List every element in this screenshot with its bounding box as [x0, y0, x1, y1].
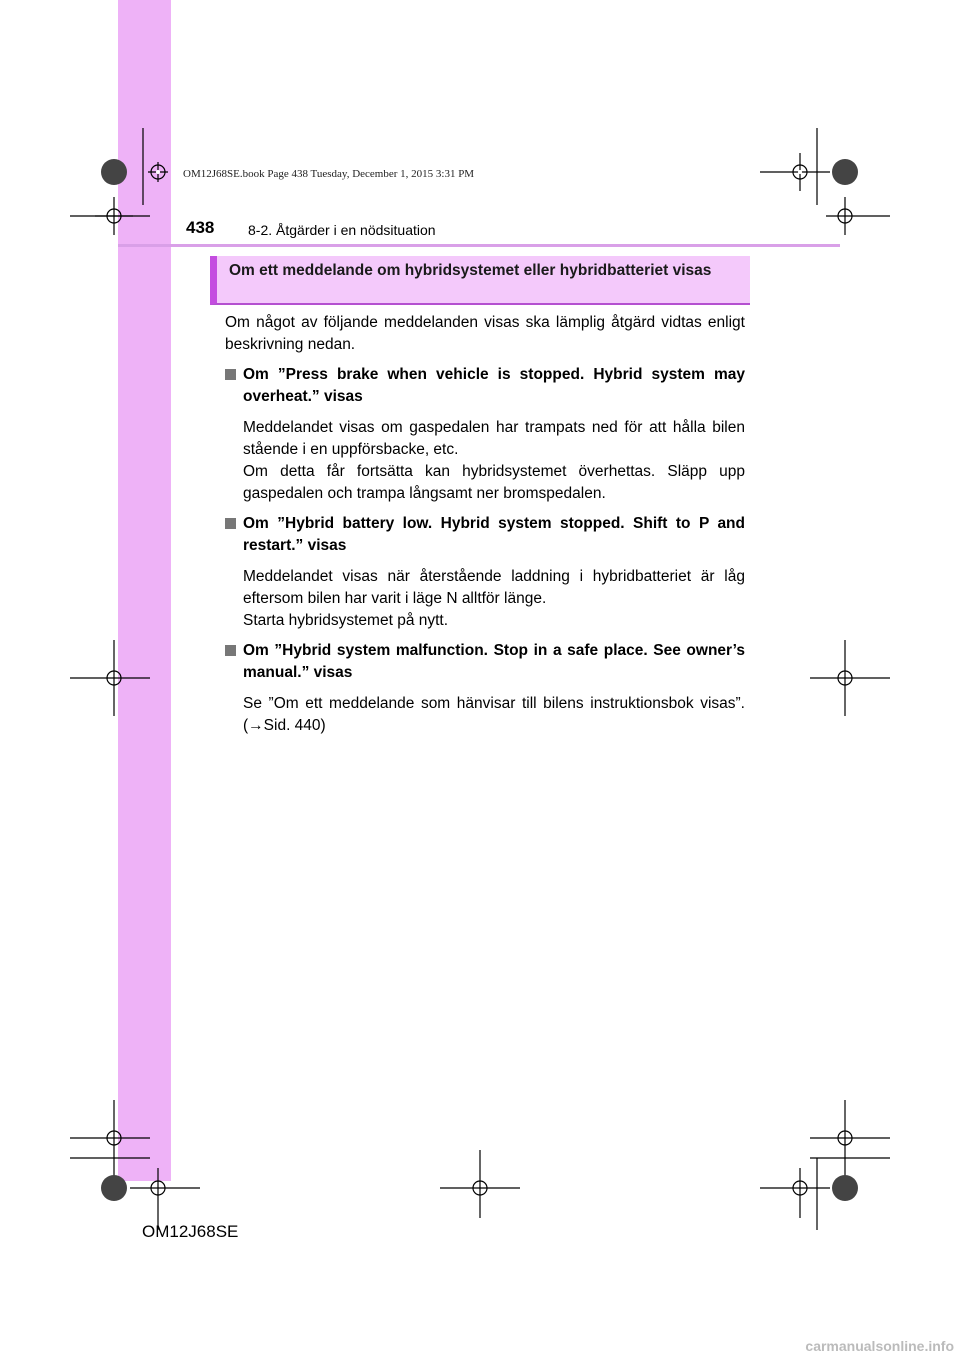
section-heading-box — [210, 256, 750, 305]
square-bullet-icon — [225, 518, 236, 529]
square-bullet-icon — [225, 645, 236, 656]
list-item — [225, 640, 745, 737]
item-body — [225, 566, 745, 632]
intro-text: Om något av följande meddelanden visas ska lämplig åtgärd vidtas enligt beskrivning nedan. — [225, 314, 745, 353]
item-title-text: Om ”Hybrid battery low. Hybrid system stopped. Shift to P and restart.” visas — [243, 515, 745, 554]
item-title-text: Om ”Hybrid system malfunction. Stop in a safe place. See owner’s manual.” visas — [243, 642, 745, 681]
item-paragraph: Om detta får fortsätta kan hybridsystemet överhettas. Släpp upp gaspedalen och trampa långsamt ner bromspedalen. — [243, 463, 745, 502]
item-title — [225, 640, 745, 684]
section-heading: Om ett meddelande om hybridsystemet eller hybridbatteriet visas — [229, 262, 712, 279]
item-title — [225, 364, 745, 408]
list-item — [225, 513, 745, 632]
item-paragraph: Se ”Om ett meddelande som hänvisar till bilens instruktionsbok visas”. (→Sid. 440) — [243, 695, 745, 734]
item-title-text: Om ”Press brake when vehicle is stopped. Hybrid system may overheat.” visas — [243, 366, 745, 405]
item-body — [225, 693, 745, 737]
print-info: OM12J68SE.book Page 438 Tuesday, December 1, 2015 3:31 PM — [183, 168, 475, 180]
item-paragraph: Meddelandet visas när återstående laddning i hybridbatteriet är låg eftersom bilen har varit i läge N alltför länge. — [243, 568, 745, 607]
header-rule — [118, 244, 840, 247]
item-paragraph: Starta hybridsystemet på nytt. — [243, 612, 449, 629]
main-content — [225, 312, 745, 737]
page-number: 438 — [186, 218, 215, 237]
square-bullet-icon — [225, 369, 236, 380]
watermark: carmanualsonline.info — [805, 1338, 954, 1354]
item-title — [225, 513, 745, 557]
section-title: 8-2. Åtgärder i en nödsituation — [248, 222, 436, 238]
item-paragraph: Meddelandet visas om gaspedalen har trampats ned för att hålla bilen stående i en uppförsbacke, etc. — [243, 419, 745, 458]
list-item — [225, 364, 745, 505]
item-body — [225, 417, 745, 505]
footer-manual-code: OM12J68SE — [142, 1222, 239, 1241]
